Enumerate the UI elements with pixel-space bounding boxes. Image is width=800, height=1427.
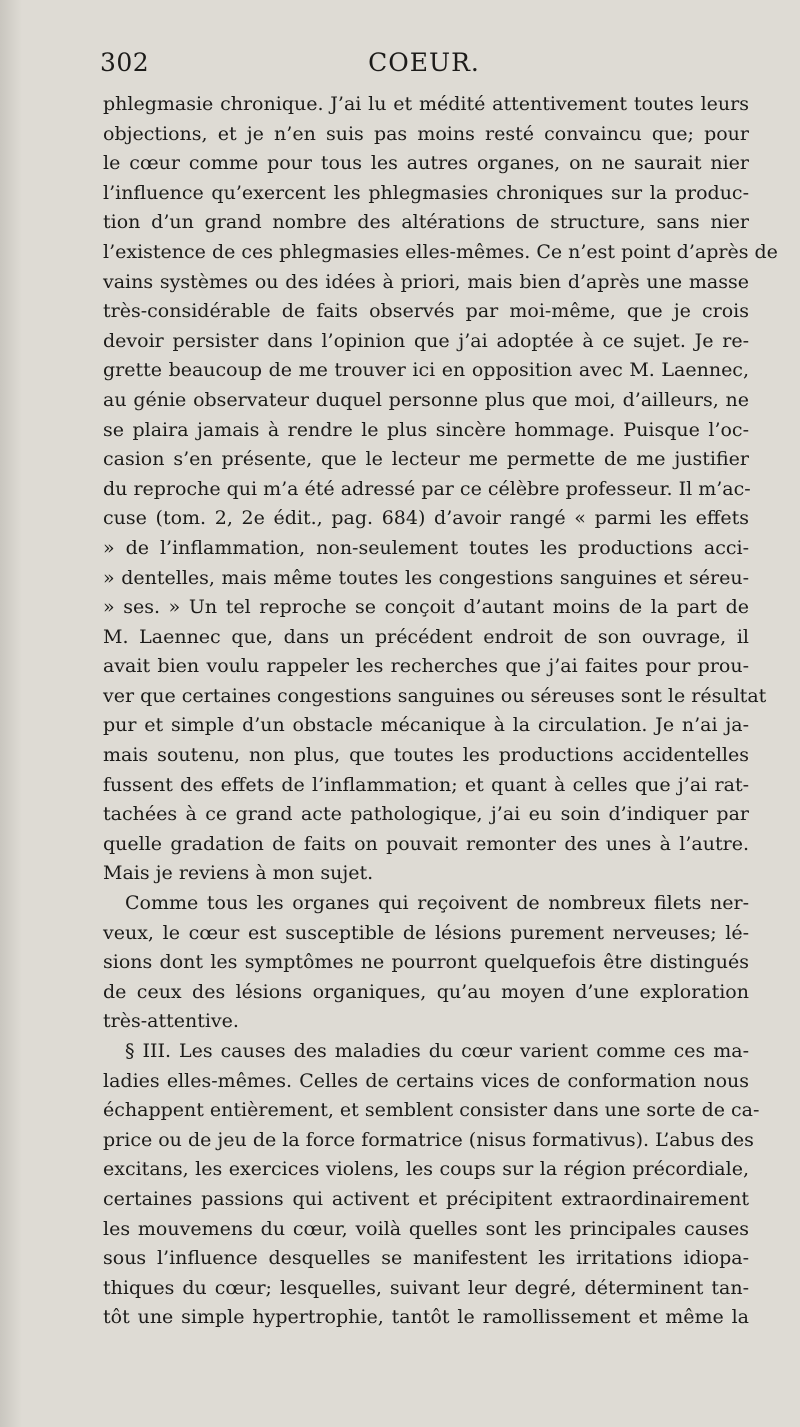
text-line: vains systèmes ou des idées à priori, mais bien d’après une masse [103, 270, 749, 293]
text-line: M. Laennec que, dans un précédent endroit de son ouvrage, il [103, 625, 749, 648]
text-line: ver que certaines congestions sanguines ou séreuses sont le résultat [103, 684, 767, 707]
text-line: casion s’en présente, que le lecteur me permette de me justifier [103, 448, 749, 471]
text-line: sous l’influence desquelles se manifestent les irritations idiopa- [103, 1247, 749, 1270]
text-line: thiques du cœur; lesquelles, suivant leur degré, déterminent tan- [103, 1276, 749, 1299]
text-line: grette beaucoup de me trouver ici en opposition avec M. Laennec, [103, 359, 749, 382]
text-line: échappent entièrement, et semblent consister dans une sorte de ca- [103, 1099, 760, 1122]
text-line: quelle gradation de faits on pouvait remonter des unes à l’autre. [103, 832, 749, 855]
text-line: pur et simple d’un obstacle mécanique à la circulation. Je n’ai ja- [103, 714, 749, 737]
paragraph-start-line: Comme tous les organes qui reçoivent de nombreux filets ner- [125, 892, 749, 915]
page-header [100, 48, 748, 88]
text-line: avait bien voulu rappeler les recherches que j’ai faites pour prou- [103, 655, 749, 678]
text-line: tôt une simple hypertrophie, tantôt le ramollissement et même la [103, 1306, 749, 1329]
text-line: du reproche qui m’a été adressé par ce célèbre professeur. Il m’ac- [103, 477, 751, 500]
text-line: » de l’inflammation, non-seulement toutes les productions acci- [103, 536, 749, 559]
text-line: l’existence de ces phlegmasies elles-mêmes. Ce n’est point d’après de [103, 240, 778, 263]
text-line: de ceux des lésions organiques, qu’au moyen d’une exploration [103, 980, 749, 1003]
text-line: phlegmasie chronique. J’ai lu et médité attentivement toutes leurs [103, 93, 749, 115]
text-line: fussent des effets de l’inflammation; et quant à celles que j’ai rat- [103, 773, 749, 796]
text-line: très-attentive. [103, 1010, 239, 1033]
text-line: » dentelles, mais même toutes les congestions sanguines et séreu- [103, 566, 749, 589]
text-body [103, 90, 778, 1333]
text-line: cuse (tom. 2, 2e édit., pag. 684) d’avoir rangé « parmi les effets [103, 507, 749, 530]
section-heading-line: § III. Les causes des maladies du cœur varient comme ces ma- [125, 1040, 749, 1062]
text-line: mais soutenu, non plus, que toutes les productions accidentelles [103, 744, 749, 767]
text-line: ladies elles-mêmes. Celles de certains vices de conformation nous [103, 1069, 749, 1092]
text-line: les mouvemens du cœur, voilà quelles sont les principales causes [103, 1217, 749, 1240]
text-line: l’influence qu’exercent les phlegmasies chroniques sur la produc- [103, 181, 749, 204]
text-line: le cœur comme pour tous les autres organes, on ne saurait nier [103, 152, 749, 175]
text-line: price ou de jeu de la force formatrice (nisus formativus). L’abus des [103, 1128, 754, 1151]
text-line: tion d’un grand nombre des altérations de structure, sans nier [103, 211, 749, 234]
running-title: COEUR. [368, 48, 480, 77]
text-line: devoir persister dans l’opinion que j’ai adoptée à ce sujet. Je re- [103, 329, 749, 352]
text-line: sions dont les symptômes ne pourront quelquefois être distingués [103, 951, 749, 974]
text-line: certaines passions qui activent et précipitent extraordinairement [103, 1187, 749, 1210]
text-line: tachées à ce grand acte pathologique, j’ai eu soin d’indiquer par [103, 803, 749, 826]
text-line: se plaira jamais à rendre le plus sincère hommage. Puisque l’oc- [103, 418, 749, 441]
text-line: excitans, les exercices violens, les coups sur la région précordiale, [103, 1158, 749, 1181]
text-line: Mais je reviens à mon sujet. [103, 862, 374, 885]
text-line: très-considérable de faits observés par moi-même, que je crois [103, 300, 749, 323]
page-gutter-shadow [0, 0, 22, 1427]
text-line: veux, le cœur est susceptible de lésions purement nerveuses; lé- [103, 921, 749, 944]
text-line: » ses. » Un tel reproche se conçoit d’autant moins de la part de [103, 596, 749, 619]
text-line: au génie observateur duquel personne plus que moi, d’ailleurs, ne [103, 388, 749, 411]
page-number: 302 [100, 48, 150, 77]
text-line: objections, et je n’en suis pas moins resté convaincu que; pour [103, 122, 749, 145]
